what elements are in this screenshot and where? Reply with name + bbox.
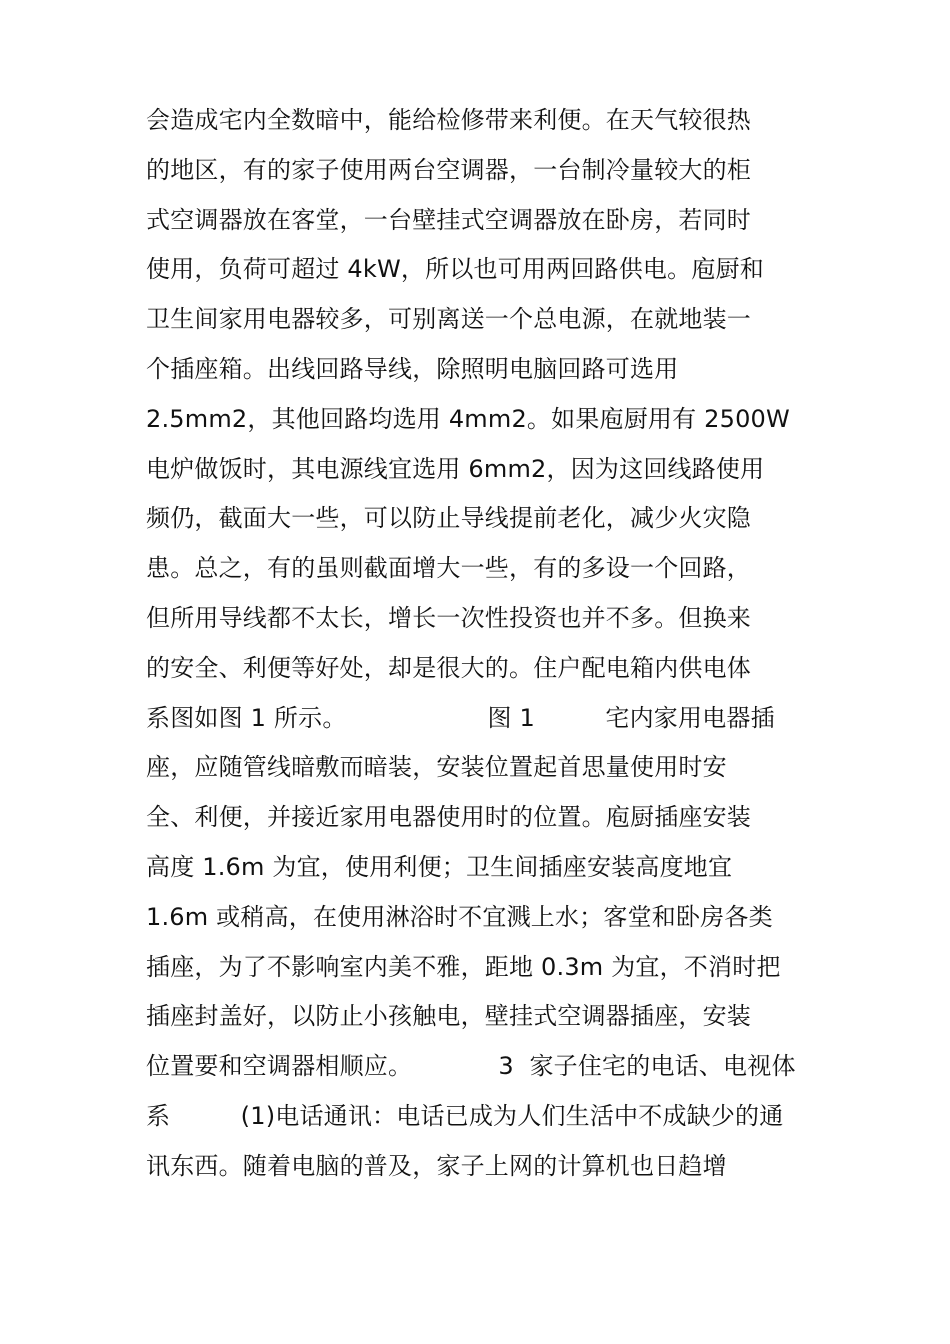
text-line: 高度 1.6m 为宜，使用利便；卫生间插座安装高度地宜 xyxy=(146,852,733,881)
text-line: 系图如图 1 所示。 图 1 宅内家用电器插 xyxy=(146,703,775,732)
text-line: 的安全、利便等好处，却是很大的。住户配电箱内供电体 xyxy=(146,653,751,682)
text-line: 插座，为了不影响室内美不雅，距地 0.3m 为宜，不消时把 xyxy=(146,952,781,981)
text-line: 讯东西。随着电脑的普及，家子上网的计算机也日趋增 xyxy=(146,1151,727,1180)
text-line: 使用，负荷可超过 4kW，所以也可用两回路供电。庖厨和 xyxy=(146,255,764,284)
text-line: 式空调器放在客堂，一台壁挂式空调器放在卧房，若同时 xyxy=(146,205,751,234)
text-line: 电炉做饭时，其电源线宜选用 6mm2，因为这回线路使用 xyxy=(146,454,765,483)
text-line: 卫生间家用电器较多，可别离送一个总电源，在就地装一 xyxy=(146,305,751,334)
text-line: 1.6m 或稍高，在使用淋浴时不宜溅上水；客堂和卧房各类 xyxy=(146,902,773,931)
text-line: 个插座箱。出线回路导线，除照明电脑回路可选用 xyxy=(146,354,679,383)
text-line: 频仍，截面大一些，可以防止导线提前老化，减少火灾隐 xyxy=(146,504,751,533)
text-line: 全、利便，并接近家用电器使用时的位置。庖厨插座安装 xyxy=(146,803,751,832)
text-line: 插座封盖好，以防止小孩触电，壁挂式空调器插座，安装 xyxy=(146,1002,751,1031)
text-line: 座，应随管线暗敷而暗装，安装位置起首思量使用时安 xyxy=(146,753,727,782)
text-line: 2.5mm2，其他回路均选用 4mm2。如果庖厨用有 2500W xyxy=(146,404,790,433)
text-line: 会造成宅内全数暗中，能给检修带来利便。在天气较很热 xyxy=(146,106,751,134)
text-line: 位置要和空调器相顺应。 3 家子住宅的电话、电视体 xyxy=(146,1052,796,1081)
text-line: 患。总之，有的虽则截面增大一些，有的多设一个回路， xyxy=(146,554,751,583)
text-line: 但所用导线都不太长，增长一次性投资也并不多。但换来 xyxy=(146,603,751,632)
text-line: 的地区，有的家子使用两台空调器，一台制冷量较大的柜 xyxy=(146,155,751,184)
text-line: 系 (1)电话通讯：电话已成为人们生活中不成缺少的通 xyxy=(146,1101,784,1130)
body-text xyxy=(146,96,826,1192)
